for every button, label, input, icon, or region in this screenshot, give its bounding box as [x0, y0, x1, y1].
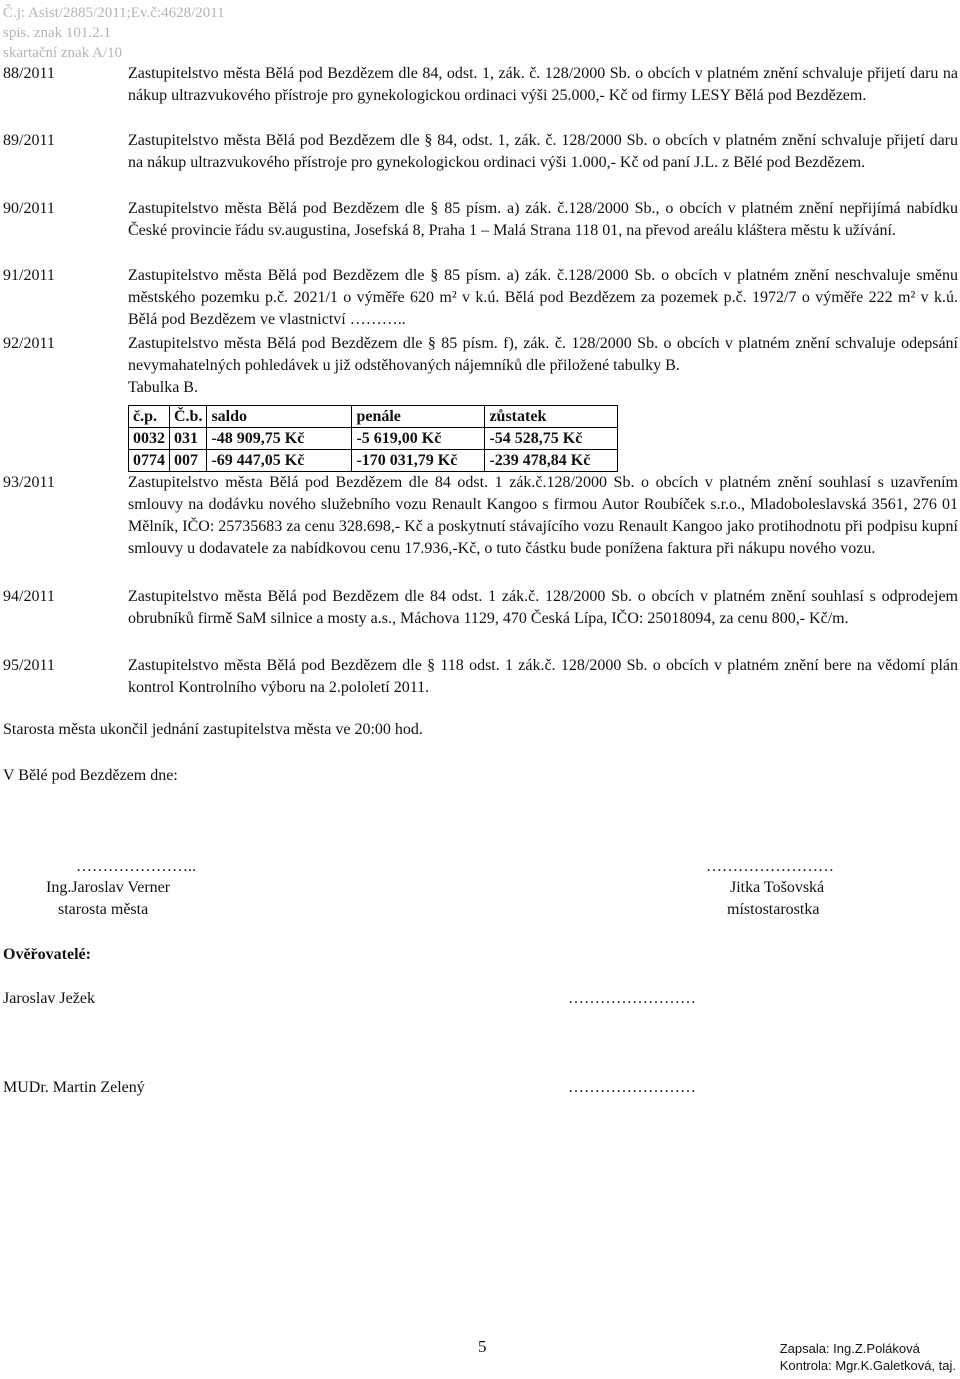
table-title: Tabulka B.: [128, 379, 198, 396]
deputy-role: místostarostka: [727, 901, 820, 918]
table-cell: -54 528,75 Kč: [485, 428, 618, 450]
table-cell: 0032: [129, 428, 170, 450]
resolution-94: [3, 586, 958, 630]
resolution-number: 89/2011: [3, 132, 55, 149]
signature-line-deputy: ……………………: [706, 858, 834, 875]
resolution-number: 92/2011: [3, 335, 55, 352]
resolution-text: Zastupitelstvo města Bělá pod Bezdězem dle 84 odst. 1 zák.č. 128/2000 Sb. o obcích v platném znění souhlasí s odprodejem obrubníků firmě SaM silnice a mosty a.s., Máchova 1129, 470 Česká Lípa, IČO: 25018094, za cenu 800,- Kč/m.: [128, 588, 958, 627]
resolution-88: [3, 63, 958, 107]
table-row: [129, 428, 618, 450]
verifier-signature-line: ……………………: [568, 990, 696, 1007]
resolution-number: 93/2011: [3, 474, 55, 491]
place-date-line: V Bělé pod Bezdězem dne:: [3, 767, 178, 784]
resolution-89: [3, 130, 958, 174]
mayor-role: starosta města: [58, 901, 149, 918]
deputy-name: Jitka Tošovská: [730, 879, 825, 896]
resolution-text: Zastupitelstvo města Bělá pod Bezdězem dle § 84, odst. 1, zák. č. 128/2000 Sb. o obcích v platném znění schvaluje přijetí daru na nákup ultrazvukového přístroje pro gynekologickou ordinaci výši 1.000,- Kč od paní J.L. z Bělé pod Bezdězem.: [128, 132, 958, 171]
resolution-number: 95/2011: [3, 657, 55, 674]
resolution-90: [3, 198, 958, 242]
table-row: [129, 450, 618, 472]
table-cell: -239 478,84 Kč: [485, 450, 618, 472]
resolution-text: Zastupitelstvo města Bělá pod Bezdězem dle § 118 odst. 1 zák.č. 128/2000 Sb. o obcích v platném znění bere na vědomí plán kontrol Kontrolního výboru na 2.pololetí 2011.: [128, 657, 958, 696]
table-cell: 0774: [129, 450, 170, 472]
resolution-number: 90/2011: [3, 200, 55, 217]
header-cell: Č.b.: [170, 406, 207, 428]
header-cell: penále: [352, 406, 485, 428]
resolution-91: [3, 265, 958, 331]
resolution-number: 91/2011: [3, 267, 55, 284]
closing-statement: Starosta města ukončil jednání zastupitelstva města ve 20:00 hod.: [3, 721, 423, 738]
verifiers-label: Ověřovatelé:: [3, 946, 91, 963]
table-cell: -5 619,00 Kč: [352, 428, 485, 450]
document-reference-header: [3, 3, 225, 63]
recorded-by: Zapsala: Ing.Z.Poláková: [779, 1341, 920, 1356]
table-cell: -69 447,05 Kč: [207, 450, 352, 472]
header-cell: saldo: [207, 406, 352, 428]
resolution-text: Zastupitelstvo města Bělá pod Bezdězem dle 84 odst. 1 zák.č.128/2000 Sb. o obcích v platném znění souhlasí s uzavřením smlouvy na dodávku nového služebního vozu Renault Kangoo s firmou Autor Roubíček s.r.o., Mladoboleslavská 3561, 276 01 Mělník, IČO: 25735683 za cenu 328.698,- Kč a poskytnutí stávajícího vozu Renault Kangoo jako protihodnotu při podpisu kupní smlouvy u dodavatele za nabídkovou cenu 17.936,-Kč, o tuto částku bude ponížena faktura při nákupu nového vozu.: [128, 474, 958, 557]
resolution-number: 94/2011: [3, 588, 55, 605]
verifier-signature-line: ……………………: [568, 1079, 696, 1096]
resolution-text: Zastupitelstvo města Bělá pod Bezdězem dle § 85 písm. f), zák. č. 128/2000 Sb. o obcích v platném znění schvaluje odepsání nevymahatelných pohledávek u již odstěhovaných nájemníků dle přiložené tabulky B.: [128, 335, 958, 374]
resolution-text: Zastupitelstvo města Bělá pod Bezdězem dle § 85 písm. a) zák. č.128/2000 Sb., o obcích v platném znění nepřijímá nabídku České provincie řádu sv.augustina, Josefská 8, Praha 1 – Malá Strana 118 01, na převod areálu kláštera městu k užívání.: [128, 200, 958, 239]
receivables-table: [128, 405, 618, 472]
resolution-text: Zastupitelstvo města Bělá pod Bezdězem dle § 85 písm. a) zák. č.128/2000 Sb. o obcích v platném znění neschvaluje směnu městského pozemku p.č. 2021/1 o výměře 620 m² v k.ú. Bělá pod Bezdězem za pozemek p.č. 1972/7 o výměře 222 m² v k.ú. Bělá pod Bezdězem ve vlastnictví ………..: [128, 267, 958, 328]
table-cell: -48 909,75 Kč: [207, 428, 352, 450]
checked-by: Kontrola: Mgr.K.Galetková, taj.: [779, 1358, 956, 1373]
resolution-95: [3, 655, 958, 699]
mayor-name: Ing.Jaroslav Verner: [46, 879, 171, 896]
table-header-row: [129, 406, 618, 428]
resolution-text: Zastupitelstvo města Bělá pod Bezdězem dle 84, odst. 1, zák. č. 128/2000 Sb. o obcích v platném znění schvaluje přijetí daru na nákup ultrazvukového přístroje pro gynekologickou ordinaci výši 25.000,- Kč od firmy LESY Bělá pod Bezdězem.: [128, 65, 958, 104]
file-code: spis. znak 101.2.1: [3, 25, 111, 41]
reference-number: Č.j: Asist/2885/2011;Ev.č:4628/2011: [3, 5, 225, 21]
resolution-92: [3, 333, 958, 472]
page-number: 5: [478, 1337, 487, 1356]
table-cell: 007: [170, 450, 207, 472]
shredding-code: skartační znak A/10: [3, 45, 123, 61]
verifier-name: MUDr. Martin Zelený: [3, 1079, 145, 1096]
header-cell: č.p.: [129, 406, 170, 428]
verifier-name: Jaroslav Ježek: [3, 990, 95, 1007]
footer-recorder: [780, 1340, 956, 1374]
header-cell: zůstatek: [485, 406, 618, 428]
resolution-number: 88/2011: [3, 65, 55, 82]
table-cell: -170 031,79 Kč: [352, 450, 485, 472]
resolution-93: [3, 472, 958, 560]
table-cell: 031: [170, 428, 207, 450]
signature-line-mayor: …………………..: [76, 858, 196, 875]
